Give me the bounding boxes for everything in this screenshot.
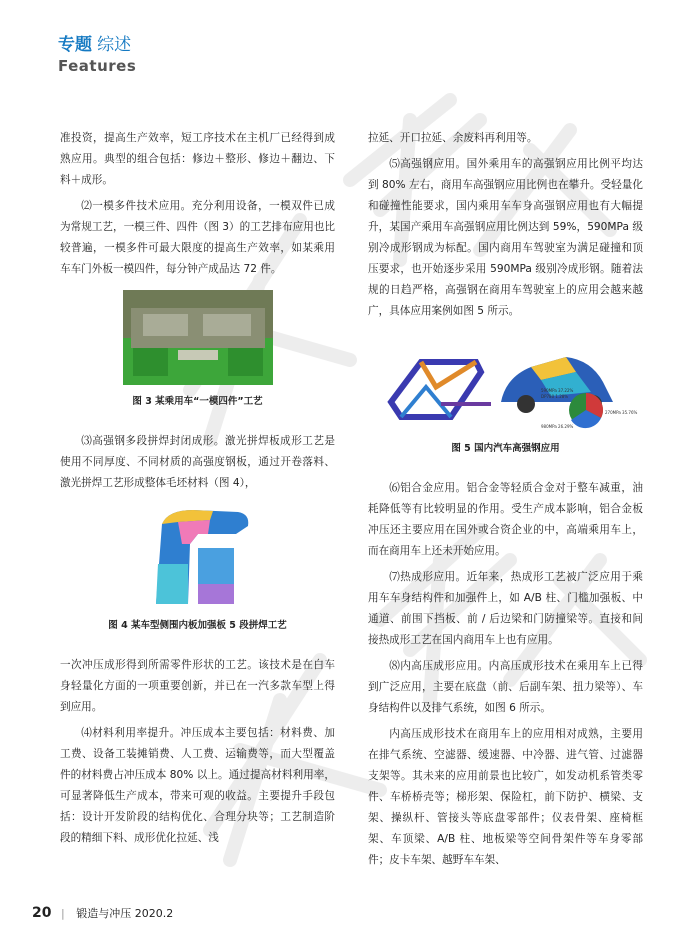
- paragraph: ⑶高强钢多段拼焊封闭成形。激光拼焊板成形工艺是使用不同厚度、不同材质的高强度钢板，通过开卷落料、激光拼焊工艺形成整体毛坯材料（图 4），: [60, 435, 335, 489]
- pie-chart: [569, 393, 603, 428]
- paragraph: ⑹铝合金应用。铝合金等轻质合金对于整车减重，油耗降低等有比较明显的作用。受生产成本影响，铝合金板冲压还主要应用在国外或合资企业的中，高端乘用车上，而在商用车上还未开始应用。: [368, 482, 643, 557]
- figure-4-image: [138, 504, 258, 609]
- journal-name: 锻造与冲压 2020.2: [76, 907, 174, 920]
- figure-3-image: [123, 290, 273, 385]
- figure-3-caption: 图 3 某乘用车“一模四件”工艺: [132, 396, 263, 407]
- section-label: 专题: [58, 35, 92, 55]
- paragraph: 内高压成形技术在商用车上的应用相对成熟，主要用在排气系统、空滤器、缓速器、中冷器、进气管、过滤器支架等。其未来的应用前景也比较广，如发动机系管类零件、车桥桥壳等；梯形架、保险杠，前下防护、横梁、支架、操纵杆、管接头等底盘零部件；仪表骨架、座椅框架、车顶梁、A/B 柱、地板梁等空间骨架件等车身零部件；皮卡车架、越野车车架、: [368, 728, 643, 866]
- figure-4-caption: 图 4 某车型侧围内板加强板 5 段拼焊工艺: [108, 620, 287, 631]
- cab-frame: [391, 362, 491, 417]
- figure-5-image: [381, 332, 637, 432]
- paragraph: 拉延、开口拉延、余废料再利用等。: [368, 132, 538, 144]
- paragraph: ⑷材料利用率提升。冲压成本主要包括：材料费、加工费、设备工装摊销费、人工费、运输费等，而大型覆盖件的材料费占冲压成本 80% 以上。通过提高材料利用率，可显著降低生产成本，带来可观的收益。主要提升手段包括：设计开发阶段的结构优化、合理分块等；工艺制造阶段的精细下料、成形优化拉延、浅: [60, 727, 335, 844]
- pie-label: DP780 1.28%: [540, 394, 568, 399]
- section-english: Features: [58, 57, 137, 75]
- subsection-label: 综述: [97, 35, 132, 55]
- paragraph: 准投资，提高生产效率，短工序技术在主机厂已经得到成熟应用。典型的组合包括：修边＋整形、修边＋翻边、下料＋成形。: [60, 132, 335, 186]
- left-column: [60, 128, 335, 854]
- page-header: [58, 30, 136, 75]
- paragraph: ⑵一模多件技术应用。充分利用设备，一模双件已成为常规工艺，一模三件、四件（图 3）的工艺排布应用也比较普遍，一模多件可最大限度的提高生产效率，如某乘用车车门外板一模四件，每分钟产成品达 72 件。: [60, 200, 335, 275]
- right-column: [368, 128, 643, 876]
- figure-3: [60, 290, 335, 409]
- paragraph: 一次冲压成形得到所需零件形状的工艺。该技术是在白车身轻量化方面的一项重要创新，并已在一汽多款车型上得到应用。: [60, 659, 335, 713]
- figure-4: [60, 504, 335, 633]
- paragraph: ⑺热成形应用。近年来，热成形工艺被广泛应用于乘用车车身结构件和加强件上，如 A/B 柱、门槛加强板、中通道、前围下挡板、前 / 后边梁和门防撞梁等。直接和间接热成形工艺在国内商用车上也有应用。: [368, 571, 643, 646]
- footer-divider: |: [60, 907, 65, 920]
- pie-label: 590MPa 37.22%: [540, 388, 573, 393]
- paragraph: ⑻内高压成形应用。内高压成形技术在乘用车上已得到广泛应用，主要在底盘（前、后副车架、扭力梁等）、车身结构件以及排气系统，如图 6 所示。: [368, 660, 643, 714]
- pie-label: 980MPa 26.29%: [540, 424, 573, 429]
- page-number: 20: [32, 905, 52, 921]
- paragraph: ⑸高强钢应用。国外乘用车的高强钢应用比例平均达到 80% 左右，商用车高强钢应用比例也在攀升。受轻量化和碰撞性能要求，国内乘用车车身高强钢应用也有大幅提升，某国产乘用车高强钢应用比例达到 59%，590MPa 级别冷成形钢成为标配。国内商用车驾驶室为满足碰撞和顶压要求，也开始逐步采用 590MPa 级别冷成形钢。随着法规的日趋严格，高强钢在商用车驾驶室上的应用会越来越广，具体应用案例如图 5 所示。: [368, 158, 643, 317]
- pie-label: 270MPa 35.76%: [604, 410, 637, 415]
- page-footer: [32, 905, 173, 921]
- figure-5-caption: 图 5 国内汽车高强钢应用: [451, 443, 560, 454]
- figure-5: [368, 332, 643, 456]
